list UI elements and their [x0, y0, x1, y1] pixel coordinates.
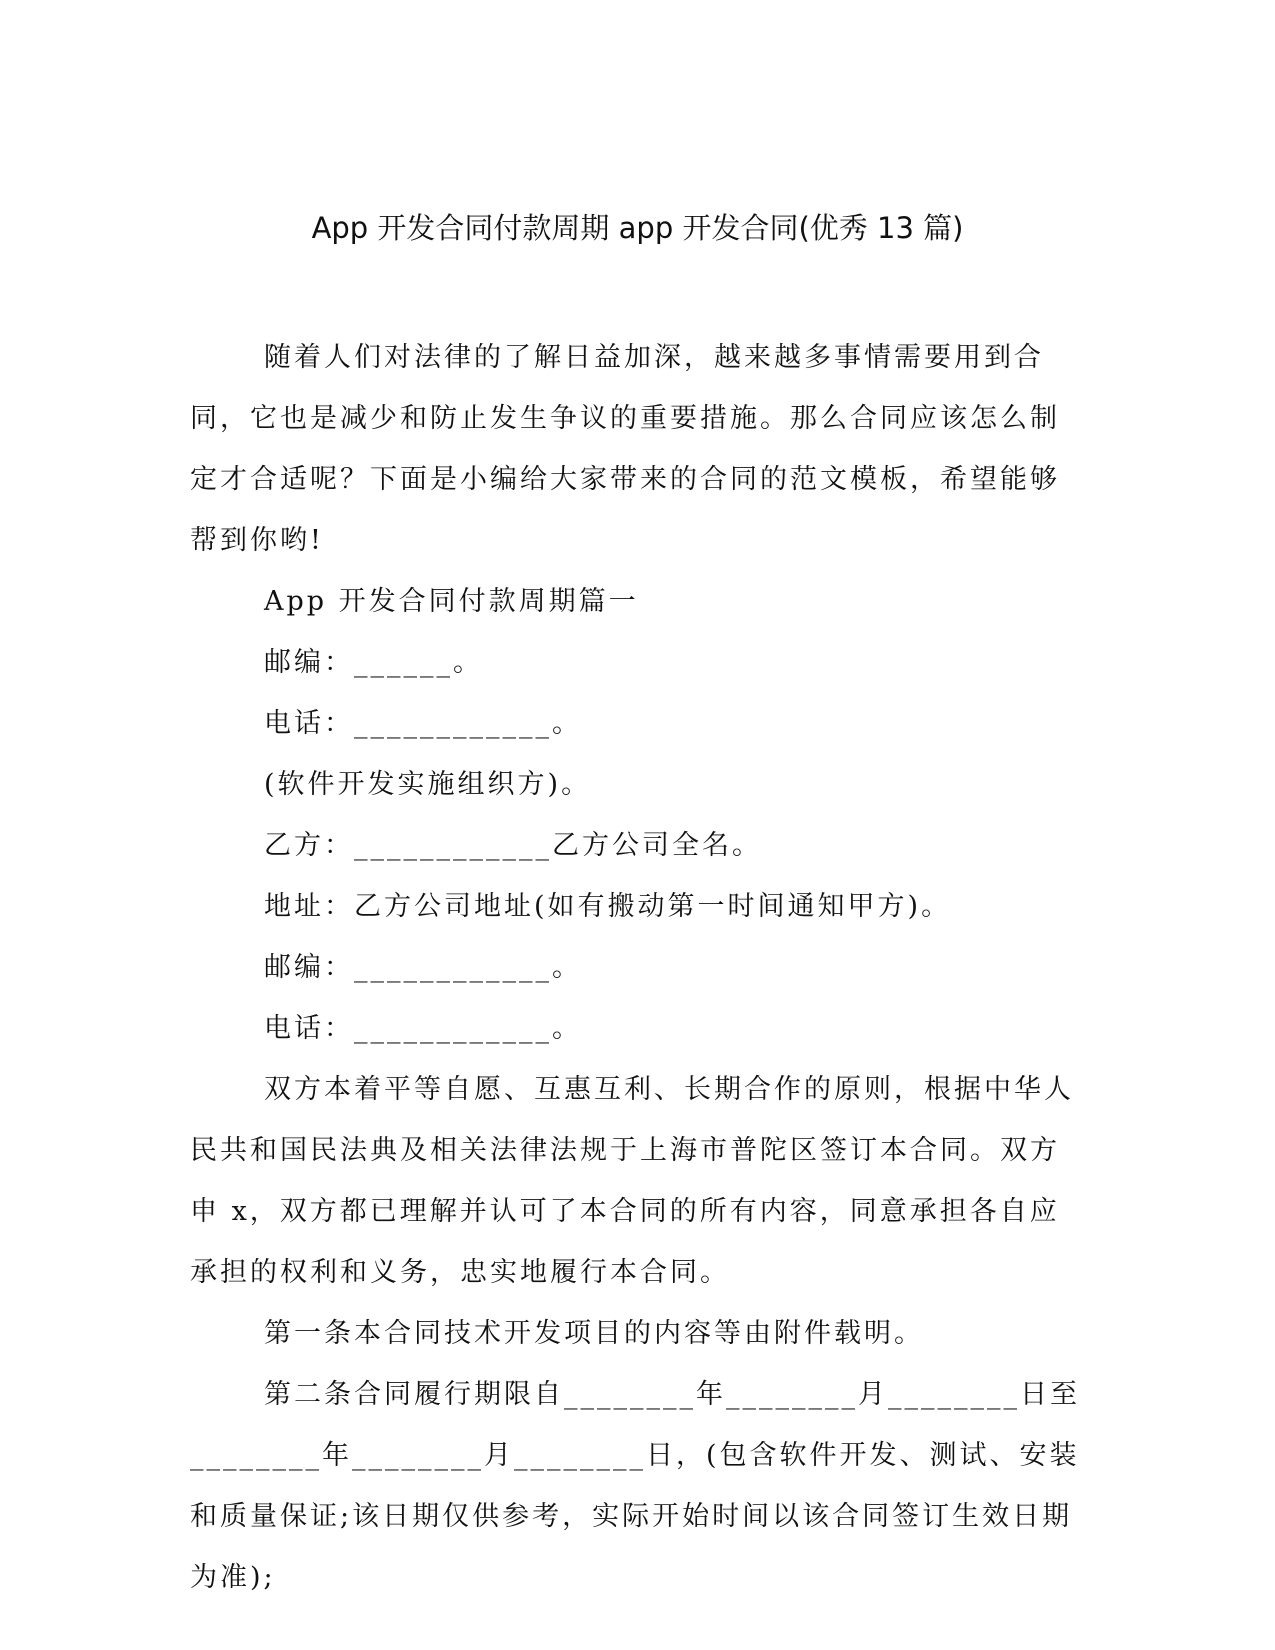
article-1: 第一条本合同技术开发项目的内容等由附件载明。 [264, 1318, 924, 1349]
field-phone-1: 电话：____________。 [264, 708, 582, 739]
field-party-b: 乙方：____________乙方公司全名。 [264, 830, 762, 861]
field-implementer: (软件开发实施组织方)。 [264, 769, 592, 800]
article-2: 第二条合同履行期限自________年________月________日至________年________月________日，(包含软件开发、测试、安装和质量保证;该日期仅供参考，实际开始时间以该合同签订生效日期为准); [190, 1379, 1080, 1593]
field-postcode-1: 邮编：______。 [264, 647, 483, 678]
document-title: App 开发合同付款周期 app 开发合同(优秀 13 篇) [311, 211, 964, 245]
field-address: 地址：乙方公司地址(如有搬动第一时间通知甲方)。 [264, 891, 952, 922]
field-phone-2: 电话：____________。 [264, 1013, 582, 1044]
field-postcode-2: 邮编：____________。 [264, 952, 582, 983]
intro-paragraph: 随着人们对法律的了解日益加深，越来越多事情需要用到合同，它也是减少和防止发生争议的重要措施。那么合同应该怎么制定才合适呢？下面是小编给大家带来的合同的范文模板，希望能够帮到你哟! [190, 342, 1060, 556]
preamble-paragraph: 双方本着平等自愿、互惠互利、长期合作的原则，根据中华人民共和国民法典及相关法律法规于上海市普陀区签订本合同。双方申 x，双方都已理解并认可了本合同的所有内容，同意承担各自应承担的权利和义务，忠实地履行本合同。 [190, 1074, 1074, 1288]
section-heading: App 开发合同付款周期篇一 [264, 586, 639, 617]
document-body [190, 327, 1085, 1608]
